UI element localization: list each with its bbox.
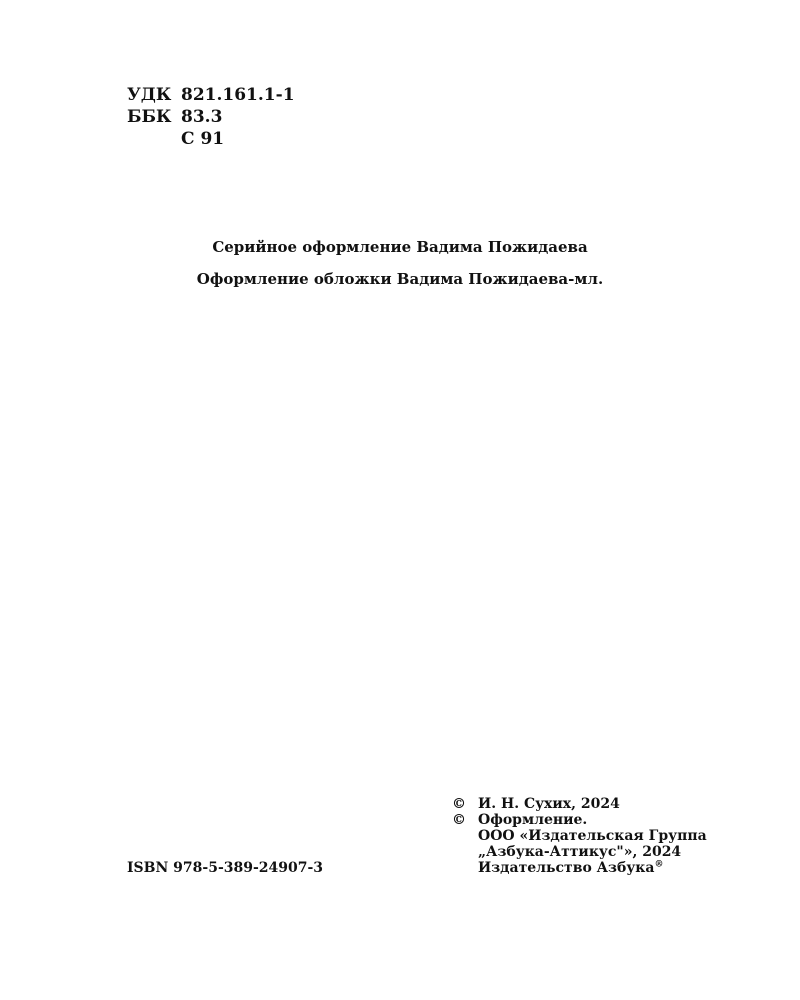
- bbk-label: ББК: [127, 107, 172, 127]
- classification-block: [127, 84, 295, 150]
- copyright-imprint: [452, 860, 707, 876]
- udk-value: 821.161.1-1: [181, 85, 295, 105]
- imprint-name: Издательство Азбука: [478, 860, 655, 876]
- registered-mark: ®: [654, 859, 664, 870]
- copyright-symbol: ©: [452, 812, 466, 828]
- author-mark: С 91: [181, 129, 225, 149]
- bbk-row: [127, 106, 295, 128]
- copyright-publisher-line: ООО «Издательская Группа: [478, 828, 707, 844]
- copyright-design: Оформление.: [478, 812, 588, 828]
- copyright-design-row: [452, 812, 707, 828]
- isbn: ISBN 978-5-389-24907-3: [127, 860, 324, 876]
- copyright-symbol: ©: [452, 796, 466, 812]
- series-design-credit: Серийное оформление Вадима Пожидаева: [212, 238, 588, 256]
- copyright-author: И. Н. Сухих, 2024: [478, 796, 620, 812]
- udk-row: [127, 84, 295, 106]
- cover-design-credit: Оформление обложки Вадима Пожидаева-мл.: [196, 270, 604, 288]
- copyright-block: [452, 796, 707, 876]
- bbk-value: 83.3: [181, 107, 223, 127]
- copyright-publisher-year: „Азбука-Аттикус"», 2024: [478, 844, 682, 860]
- udk-label: УДК: [127, 85, 172, 105]
- copyright-author-row: [452, 796, 707, 812]
